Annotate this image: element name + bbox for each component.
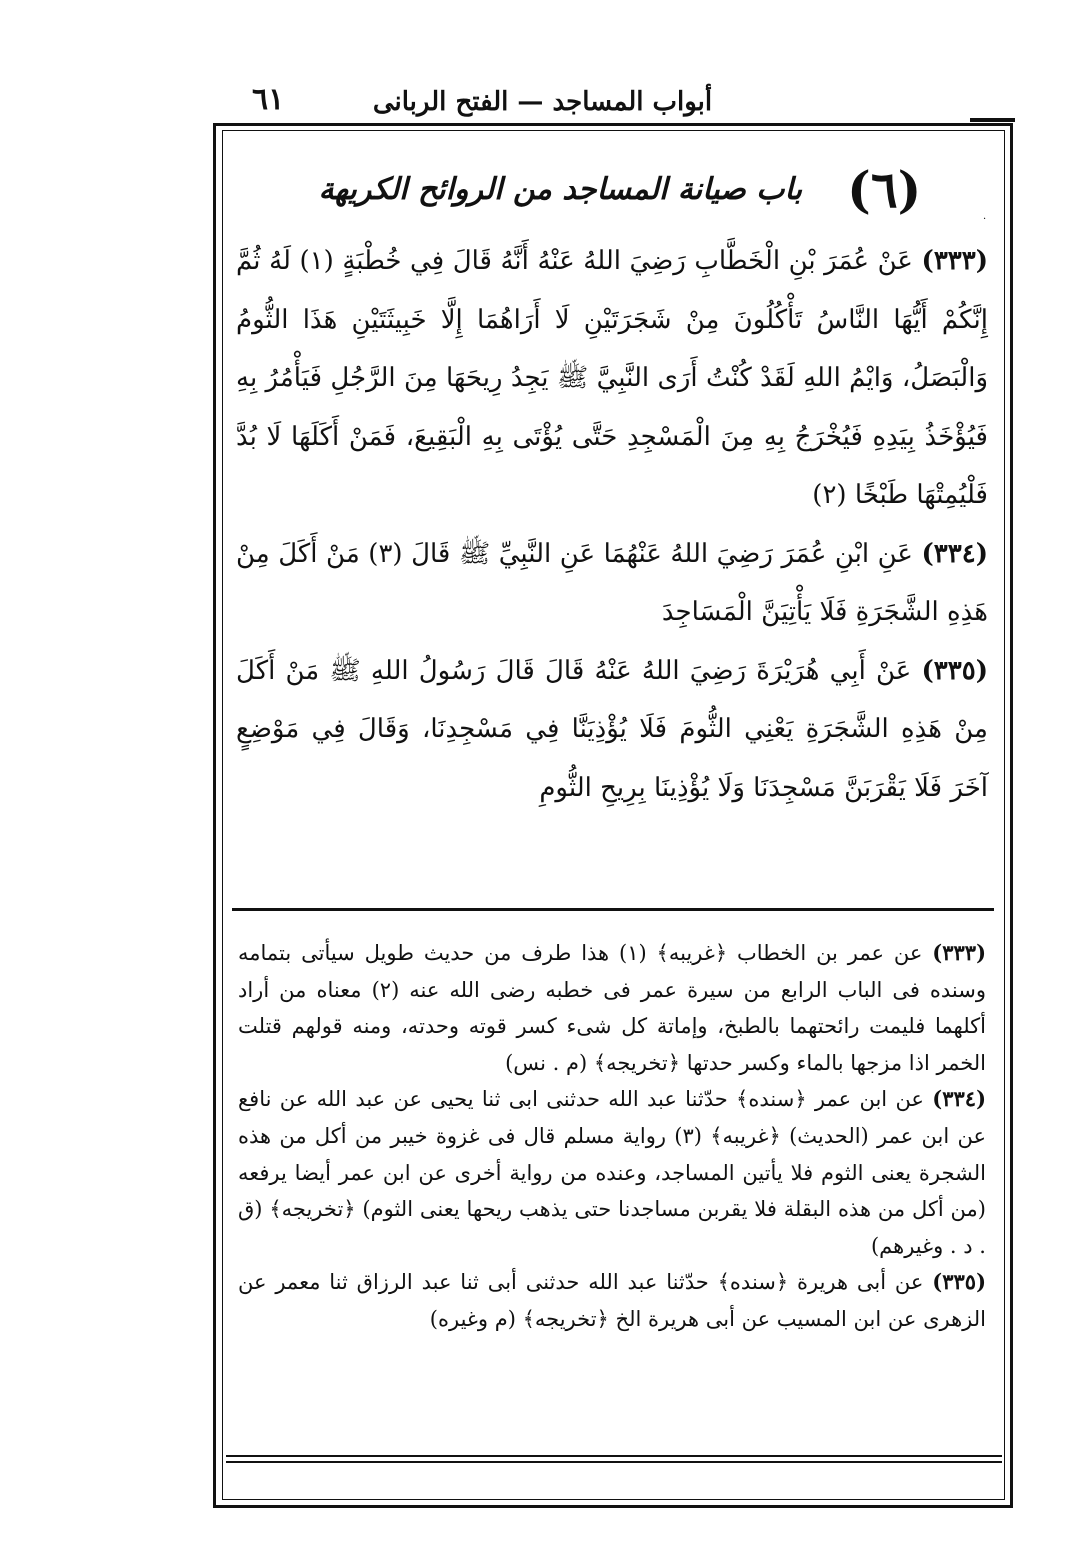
footnote-divider — [232, 908, 994, 911]
hadith-number: (٣٣٥) — [921, 655, 988, 686]
footnote-body: عن عمر بن الخطاب ﴿غريبه﴾ (١) هذا طرف من حديث طويل سيأتى بتمامه وسنده فى الباب الرابع من سيرة عمر فى خطبه رضى الله عنه (٢) معناه من أراد أكلهما فليمت رائحتهما بالطبخ، وإماتة كل شىء كسر قوته وحدته، ومنه قولهم قتلت الخمر اذا مزجها بالماء وكسر حدتها ﴿تخريجه﴾ (م . نس) — [238, 941, 986, 1075]
footnote-paragraph — [238, 935, 986, 1081]
hadith-text-block — [236, 232, 988, 817]
chapter-number: (٦) — [847, 160, 922, 219]
footnote-number: (٣٣٤) — [932, 1086, 986, 1112]
footnote-paragraph — [238, 1264, 986, 1337]
footnotes-block — [238, 935, 986, 1338]
hadith-number: (٣٣٣) — [921, 246, 989, 276]
bottom-rule — [226, 1461, 1002, 1463]
frame-ornament — [970, 118, 1015, 122]
chapter-heading — [250, 160, 990, 230]
footnote-body: عن ابن عمر ﴿سنده﴾ حدّثنا عبد الله حدثنى ابى ثنا يحيى عن عبد الله عن نافع عن ابن عمر (الحديث) ﴿غريبه﴾ (٣) رواية مسلم قال فى غزوة خيبر من أكل من هذه الشجرة يعنى الثوم فلا يأتين المساجد، وعنده من رواية أخرى عن ابن عمر أيضا يرفعه (من أكل من هذه البقلة فلا يقربن مساجدنا حتى يذهب ريحها يعنى الثوم) ﴿تخريجه﴾ (ق . د . وغيرهم) — [238, 1087, 986, 1258]
hadith-number: (٣٣٤) — [921, 538, 989, 569]
footnote-body: عن أبى هريرة ﴿سنده﴾ حدّثنا عبد الله حدثنى أبى ثنا عبد الرزاق ثنا معمر عن الزهرى عن ابن المسيب عن أبى هريرة الخ ﴿تخريجه﴾ (م وغيره) — [238, 1270, 986, 1331]
speck: · — [983, 214, 987, 225]
running-header — [210, 82, 875, 122]
footnote-number: (٣٣٣) — [932, 940, 986, 965]
bottom-rule — [226, 1455, 1002, 1457]
header-title: أبواب المساجد — الفتح الربانى — [372, 87, 713, 117]
hadith-body: عَنْ أَبِي هُرَيْرَةَ رَضِيَ اللهُ عَنْهُ قَالَ قَالَ رَسُولُ اللهِ ﷺ مَنْ أَكَلَ مِنْ هَذِهِ الشَّجَرَةِ يَعْنِي الثُّومَ فَلَا يُؤْذِيَنَّا فِي مَسْجِدِنَا، وَقَالَ فِي مَوْضِعٍ آخَرَ فَلَا يَقْرَبَنَّ مَسْجِدَنَا وَلَا يُؤْذِينَا بِرِيحِ الثُّومِ — [236, 655, 988, 803]
page-number: ٦١ — [252, 82, 285, 117]
footnote-number: (٣٣٥) — [932, 1269, 986, 1295]
hadith-paragraph — [236, 232, 988, 525]
hadith-paragraph — [236, 642, 988, 818]
hadith-paragraph — [236, 525, 988, 642]
hadith-body: عَنِ ابْنِ عُمَرَ رَضِيَ اللهُ عَنْهُمَا عَنِ النَّبِيِّ ﷺ قَالَ (٣) مَنْ أَكَلَ مِنْ هَذِهِ الشَّجَرَةِ فَلَا يَأْتِيَنَّ الْمَسَاجِدَ — [236, 538, 988, 627]
hadith-body: عَنْ عُمَرَ بْنِ الْخَطَّابِ رَضِيَ اللهُ عَنْهُ أَنَّهُ قَالَ فِي خُطْبَةٍ (١) لَهُ ثُمَّ إِنَّكُمْ أَيُّهَا النَّاسُ تَأْكُلُونَ مِنْ شَجَرَتَيْنِ لَا أَرَاهُمَا إِلَّا خَبِيثَتَيْنِ هَذَا الثُّومُ وَالْبَصَلُ، وَايْمُ اللهِ لَقَدْ كُنْتُ أَرَى النَّبِيَّ ﷺ يَجِدُ رِيحَهَا مِنَ الرَّجُلِ فَيَأْمُرُ بِهِ فَيُؤْخَذُ بِيَدِهِ فَيُخْرَجُ بِهِ مِنَ الْمَسْجِدِ حَتَّى يُؤْتَى بِهِ الْبَقِيعَ، فَمَنْ أَكَلَهَا لَا بُدَّ فَلْيُمِتْهَا طَبْخًا (٢) — [236, 246, 988, 510]
chapter-title: باب صيانة المساجد من الروائح الكريهة — [318, 172, 803, 207]
footnote-paragraph — [238, 1081, 986, 1264]
